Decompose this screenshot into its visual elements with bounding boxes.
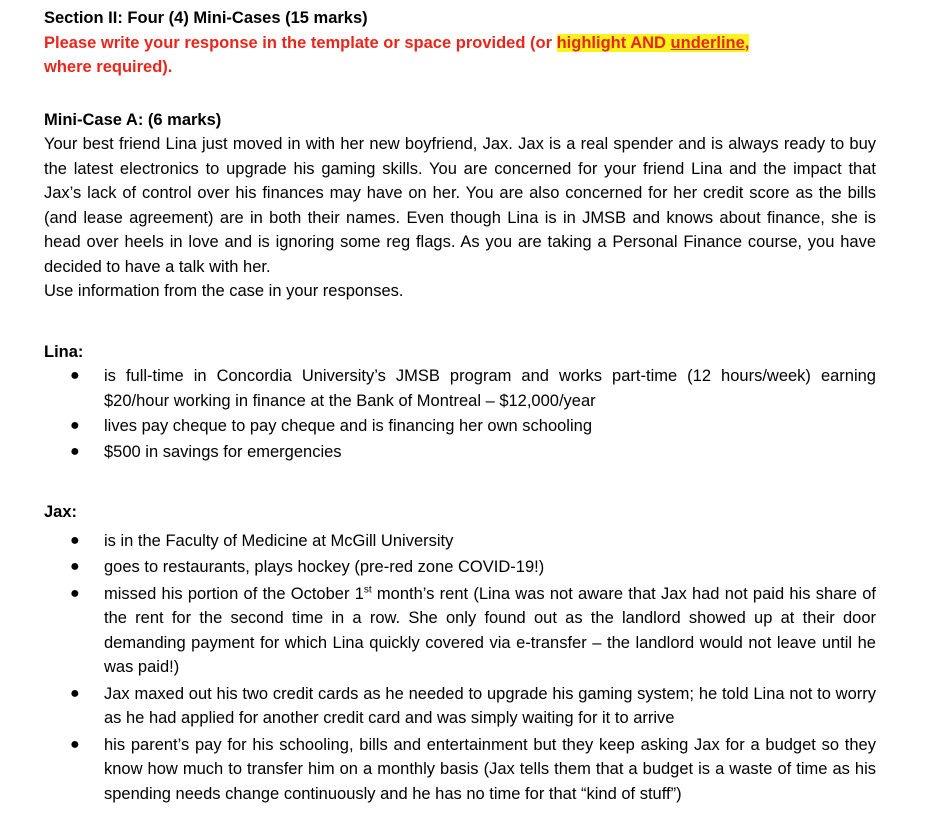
bullet-icon: ●: [70, 735, 80, 753]
list-item: [44, 682, 876, 731]
instruction-line-1: [44, 31, 876, 56]
spacer: [44, 304, 876, 340]
jax-bullet-text: is in the Faculty of Medicine at McGill University: [104, 531, 454, 550]
lina-label: Lina:: [44, 342, 84, 361]
mini-case-instruction: Use information from the case in your responses.: [44, 282, 404, 300]
list-item: [44, 364, 876, 413]
jax-label: Jax:: [44, 503, 78, 521]
instruction-underline-text: underline: [670, 33, 745, 52]
document-page: [44, 6, 876, 806]
bullet-icon: ●: [70, 558, 80, 575]
bullet-icon: ●: [70, 684, 80, 702]
bullet-icon: ●: [70, 417, 80, 434]
jax-bullet-text-after: month’s rent (Lina was not aware that Jax had not paid his share of the rent for the second time in a row. She only found out as the landlord showed up at their door demanding payment for which Lina quickly covered via e-transfer – the landlord would not leave until he was paid!): [104, 584, 876, 676]
jax-bullet-text: Jax maxed out his two credit cards as he needed to upgrade his gaming system; he told Lina not to worry as he had applied for another credit card and was simply waiting for it to arrive: [104, 684, 876, 727]
instruction-line-2: where required).: [44, 58, 173, 76]
bullet-icon: ●: [70, 584, 80, 602]
jax-bullet-text: his parent’s pay for his schooling, bills and entertainment but they keep asking Jax for a budget so they know how much to transfer him on a monthly basis (Jax tells them that a budget is a waste of time as his spending needs change continuously and he has no time for that “kind of stuff”): [104, 735, 876, 803]
list-item: [44, 582, 876, 680]
spacer: [44, 464, 876, 500]
ordinal-superscript: st: [363, 584, 372, 595]
lina-bullet-list: [44, 364, 876, 464]
bullet-icon: ●: [70, 367, 80, 384]
list-item: [44, 414, 876, 439]
jax-bullet-text: goes to restaurants, plays hockey (pre-red zone COVID-19!): [104, 558, 545, 576]
mini-case-title: Mini-Case A: (6 marks): [44, 110, 222, 129]
instruction-prefix: Please write your response in the template or space provided (or: [44, 33, 557, 52]
lina-bullet-text: $500 in savings for emergencies: [104, 442, 342, 461]
list-item: [44, 440, 876, 465]
list-item: [44, 529, 876, 554]
instruction-highlight: [557, 34, 750, 52]
lina-bullet-text: is full-time in Concordia University’s JMSB program and works part-time (12 hours/week) earning $20/hour working in finance at the Bank of Montreal – $12,000/year: [104, 367, 876, 410]
spacer: [44, 80, 876, 108]
bullet-icon: ●: [70, 531, 80, 549]
lina-bullet-text: lives pay cheque to pay cheque and is financing her own schooling: [104, 417, 592, 435]
instruction-highlight-text: highlight AND: [556, 33, 671, 52]
mini-case-intro: Your best friend Lina just moved in with her new boyfriend, Jax. Jax is a real spender and is always ready to buy the latest electronics to upgrade his gaming skills. You are concerned for your friend Lina and the impact that Jax’s lack of control over his finances may have on her. You are also concerned for her credit score as the bills (and lease agreement) are in both their names. Even though Lina is in JMSB and knows about finance, she is head over heels in love and is ignoring some reg flags. As you are taking a Personal Finance course, you have decided to have a talk with her.: [44, 135, 876, 276]
jax-bullet-text-before: missed his portion of the October 1: [104, 584, 364, 603]
bullet-icon: ●: [70, 442, 80, 460]
list-item: [44, 733, 876, 807]
jax-bullet-list: [44, 529, 876, 807]
section-title: Section II: Four (4) Mini-Cases (15 marks): [44, 9, 368, 27]
list-item: [44, 555, 876, 580]
instruction-comma: ,: [744, 33, 750, 52]
